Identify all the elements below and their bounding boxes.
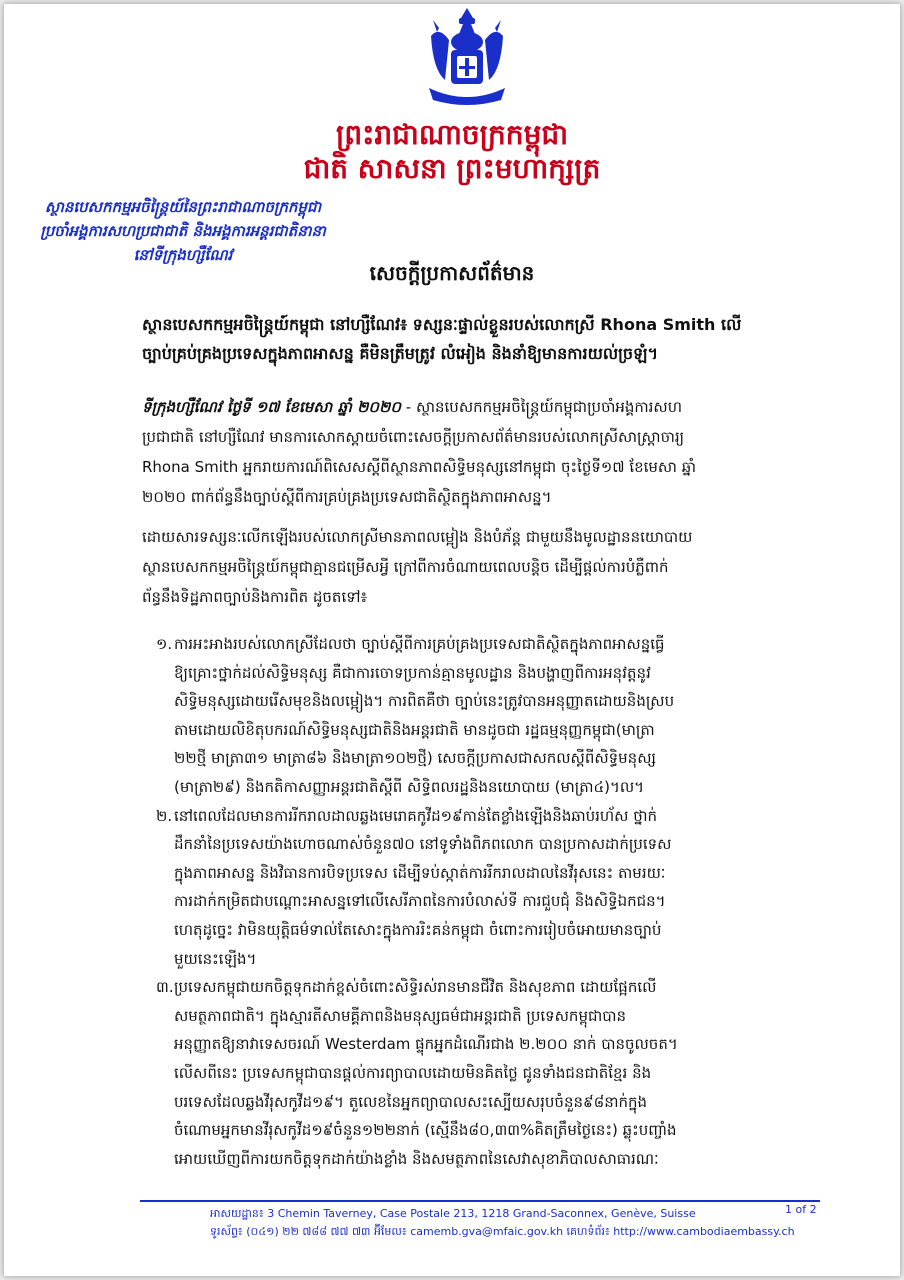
- item-line: សិទ្ធិមនុស្សដោយរើសមុខនិងលម្អៀង។ ការពិតគឺថា ច្បាប់នេះត្រូវបានអនុញ្ញាតដោយនិងស្រប: [174, 692, 675, 711]
- press-release-title: សេចក្តីប្រកាសព័ត៌មាន: [369, 261, 535, 285]
- intro-line: ស្ថានបេសកកម្មអចិន្ត្រៃយ៍កម្ពុជាគ្មានជម្រើសអ្វី ក្រៅពីការចំណាយពេលបន្តិច ដើម្បីផ្តល់ការបំភ្លឺពាក់: [142, 558, 669, 576]
- list-item: [142, 630, 866, 802]
- item-line: អនុញ្ញាតឱ្យនាវាទេសចរណ៍ Westerdam ផ្ទុកអ្នកដំណើរជាង ២.២០០ នាក់ បានចូលចត។: [174, 1035, 678, 1054]
- headline: [142, 310, 862, 368]
- headline-line: ច្បាប់គ្រប់គ្រងប្រទេសក្នុងភាពអាសន្ន គឺមិនត្រឹមត្រូវ លំអៀង និងនាំឱ្យមានការយល់ច្រឡំ។: [142, 344, 659, 363]
- intro-paragraph: [142, 522, 862, 612]
- intro-line: ដោយសារទស្សនៈលើកឡើងរបស់លោកស្រីមានភាពលម្អៀង និងបំភ័ន្ត ជាមួយនឹងមូលដ្ឋាននយោបាយ: [142, 528, 693, 546]
- item-line: មួយនេះឡើង។: [174, 949, 257, 968]
- footer-divider: [140, 1200, 820, 1202]
- item-line: (មាត្រា២៩) និងកតិកាសញ្ញាអន្តរជាតិស្តីពី សិទ្ធិពលរដ្ឋនិងនយោបាយ (មាត្រា៤)។ល។: [174, 777, 645, 796]
- lead-paragraph: [142, 392, 862, 512]
- item-number: ៣.: [156, 978, 174, 997]
- page-number: 1 of 2: [785, 1203, 817, 1216]
- list-item: [142, 802, 866, 974]
- mission-name-block: [22, 195, 344, 267]
- item-line: ប្រទេសកម្ពុជាយកចិត្តទុកដាក់ខ្ពស់ចំពោះសិទ្ធិរស់រានមានជីវិត និងសុខភាព ដោយផ្អែកលើ: [174, 978, 657, 997]
- lead-line: ប្រជាជាតិ នៅហ្សឺណែវ មានការសោកស្តាយចំពោះសេចក្តីប្រកាសព័ត៌មានរបស់លោកស្រីសាស្ត្រាចារ្យ: [142, 428, 685, 446]
- kingdom-title: ព្រះរាជាណាចក្រកម្ពុជា: [335, 118, 568, 151]
- numbered-points: [142, 630, 866, 1173]
- royal-coat-of-arms-icon: [423, 6, 511, 106]
- headline-line: ស្ថានបេសកកម្មអចិន្ត្រៃយ៍កម្ពុជា នៅហ្សឺណែវ៖ ទស្សនៈផ្ទាល់ខ្លួនរបស់លោកស្រី Rhona Smith លើ: [142, 315, 742, 334]
- footer: [210, 1205, 850, 1241]
- footer-contact: ទូរស័ព្ទ៖ (០៤១) ២២ ៧៨៨ ៧៧ ៧៣ អ៊ីមែល៖ camemb.gva@mfaic.gov.kh គេហទំព័រ៖ http://www.cambodiaembassy.ch: [210, 1225, 795, 1238]
- national-motto: ជាតិ សាសនា ព្រះមហាក្សត្រ: [303, 152, 601, 185]
- item-line: ២២ថ្មី មាត្រា៣១ មាត្រា៨៦ និងមាត្រា១០២ថ្មី) សេចក្តីប្រកាសជាសកលស្តីពីសិទ្ធិមនុស្ស: [174, 749, 656, 768]
- dateline: ទីក្រុងហ្សឺណែវ ថ្ងៃទី ១៧ ខែមេសា ឆ្នាំ ២០២០: [142, 398, 402, 416]
- item-line: ហេតុដូច្នេះ វាមិនយុត្តិធម៌ទាល់តែសោះក្នុងការរិះគន់កម្ពុជា ចំពោះការរៀបចំអោយមានច្បាប់: [174, 920, 662, 939]
- lead-line: Rhona Smith អ្នករាយការណ៍ពិសេសស្តីពីស្ថានភាពសិទ្ធិមនុស្សនៅកម្ពុជា ចុះថ្ងៃទី១៧ ខែមេសា ឆ្នាំ: [142, 458, 696, 476]
- footer-address: អាសយដ្ឋាន៖ 3 Chemin Taverney, Case Postale 213, 1218 Grand-Saconnex, Genève, Suisse: [210, 1207, 696, 1220]
- mission-name-line: ប្រចាំអង្គការសហប្រជាជាតិ និងអង្គការអន្តរជាតិនានា: [40, 222, 326, 240]
- item-line: ចំណោមអ្នកមានវីរុសកូវីដ១៩ចំនួន១២២នាក់ (ស្មើនឹង៨០,៣៣%គិតត្រឹមថ្ងៃនេះ) ឆ្លុះបញ្ចាំង: [174, 1121, 677, 1140]
- item-line: ក្នុងភាពអាសន្ន និងវិធានការបិទប្រទេស ដើម្បីទប់ស្កាត់ការរីករាលដាលនៃវីរុសនេះ តាមរយៈ: [174, 863, 666, 882]
- item-line: លើសពីនេះ ប្រទេសកម្ពុជាបានផ្តល់ការព្យាបាលដោយមិនគិតថ្លៃ ជូនទាំងជនជាតិខ្មែរ និង: [174, 1063, 652, 1082]
- list-item: [142, 973, 866, 1173]
- intro-line: ព័ន្ធនឹងទិដ្ឋភាពច្បាប់និងការពិត ដូចតទៅ៖: [142, 588, 368, 606]
- item-line: នៅពេលដែលមានការរីករាលដាលឆ្លងមេរោគកូវីដ១៩កាន់តែខ្លាំងឡើងនិងឆាប់រហ័ស ថ្នាក់: [174, 806, 658, 825]
- item-line: បរទេសដែលឆ្លងវីរុសកូវីដ១៩។ តួលេខនៃអ្នកព្យាបាលសះស្បើយសរុបចំនួន៩៨នាក់ក្នុង: [174, 1092, 648, 1111]
- item-line: តាមដោយលិខិតុបករណ៍សិទ្ធិមនុស្សជាតិនិងអន្តរជាតិ មានដូចជា រដ្ឋធម្មនុញ្ញកម្ពុជា(មាត្រា: [174, 720, 655, 739]
- item-line: ឱ្យគ្រោះថ្នាក់ដល់សិទ្ធិមនុស្ស គឺជាការចោទប្រកាន់គ្មានមូលដ្ឋាន និងបង្ហាញពីការអនុវត្តនូវ: [174, 663, 651, 682]
- item-line: ការអះអាងរបស់លោកស្រីដែលថា ច្បាប់ស្តីពីការគ្រប់គ្រងប្រទេសជាតិស្ថិតក្នុងភាពអាសន្នធ្វើ: [174, 635, 665, 653]
- mission-name-line: នៅទីក្រុងហ្សឺណែវ: [133, 246, 233, 264]
- item-line: អោយឃើញពីការយកចិត្តទុកដាក់យ៉ាងខ្លាំង និងសមត្ថភាពនៃសេវាសុខាភិបាលសាធារណៈ: [174, 1149, 659, 1168]
- item-line: ការដាក់កម្រិតជាបណ្តោះអាសន្នទៅលើសេរីភាពនៃការបំលាស់ទី ការជួបជុំ និងសិទ្ធិឯកជន។: [174, 892, 666, 911]
- item-number: ២.: [156, 806, 173, 825]
- lead-line: ២០២០ ពាក់ព័ន្ធនឹងច្បាប់ស្តីពីការគ្រប់គ្រងប្រទេសជាតិស្ថិតក្នុងភាពអាសន្ន។: [142, 488, 552, 506]
- lead-text: - ស្ថានបេសកកម្មអចិន្ត្រៃយ៍កម្ពុជាប្រចាំអង្គការសហ: [401, 398, 682, 416]
- mission-name-line: ស្ថានបេសកកម្មអចិន្ត្រៃយ៍នៃព្រះរាជាណាចក្រកម្ពុជា: [44, 198, 322, 216]
- item-number: ១.: [156, 635, 173, 653]
- item-line: ដឹកនាំនៃប្រទេសយ៉ាងហោចណាស់ចំនួន៧០ នៅទូទាំងពិភពលោក បានប្រកាសដាក់ប្រទេស: [174, 835, 672, 854]
- item-line: សមត្ថភាពជាតិ។ ក្នុងស្មារតីសាមគ្គីភាពនិងមនុស្សធម៌ជាអន្តរជាតិ ប្រទេសកម្ពុជាបាន: [174, 1006, 627, 1025]
